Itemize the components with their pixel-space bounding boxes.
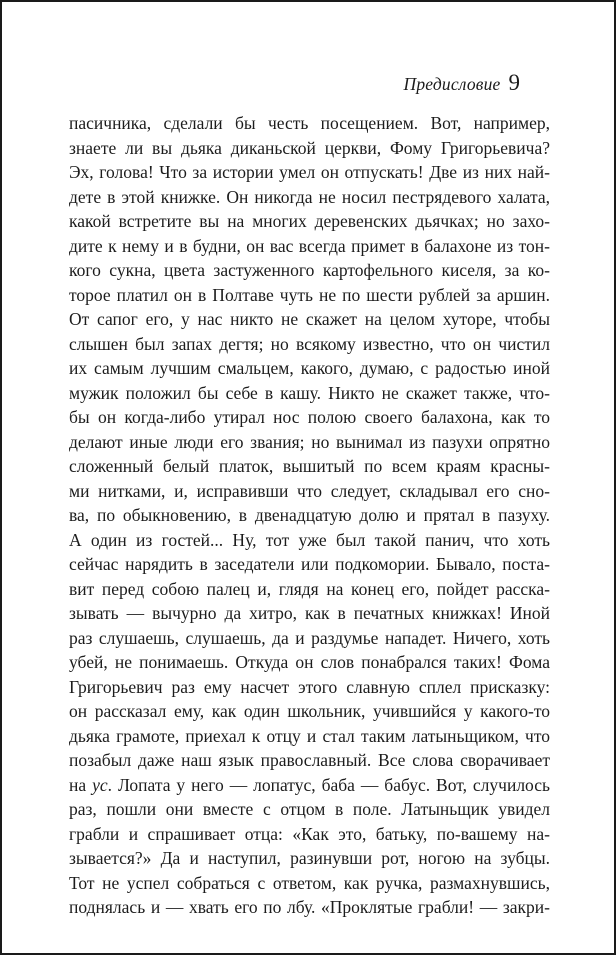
text-line: От сапог его, у нас никто не скажет на целом хуторе, чтобы — [69, 309, 550, 329]
text-line: дите к нему и в будни, он вас всегда примет в балахоне из тон- — [69, 235, 550, 256]
text-line: дьяка грамоте, приехал к отцу и стал таким латыньщиком, что — [69, 725, 550, 746]
text-line: вит перед собою палец и, глядя на конец его, пойдет расска- — [69, 578, 550, 599]
text-line: поднялась и — хвать его по лбу. «Проклятые грабли! — закри- — [69, 897, 550, 917]
running-header — [404, 70, 521, 96]
chapter-title: Предисловие — [403, 74, 501, 94]
text-line: грабли и спрашивает отца: «Как это, батьку, по-вашему на- — [69, 823, 550, 844]
text-line: дете в этой книжке. Он никогда не носил пестрядевого халата, — [69, 186, 550, 207]
text-line: Тот не успел собраться с ответом, как ручка, размахнувшись, — [69, 872, 550, 893]
text-line: убей, не понимаешь. Откуда он слов понабрался таких! Фома — [69, 652, 550, 672]
text-line: Григорьевич раз ему насчет этого славную сплел присказку: — [69, 676, 550, 697]
text-line: делают иные люди его звания; но вынимал из пазухи опрятно — [69, 431, 550, 452]
text-line: позабыл даже наш язык православный. Все слова сворачивает — [69, 750, 550, 770]
text-segment: . Лопата у него — лопатус, баба — бабус. Вот, случилось — [107, 774, 550, 795]
text-line: торое платил он в Полтаве чуть не по шести рублей за аршин. — [69, 284, 550, 305]
text-line: бы он когда-либо утирал нос полою своего балахона, как то — [69, 407, 550, 427]
text-line: Эх, голова! Что за истории умел он отпускать! Две из них най- — [69, 162, 550, 182]
text-segment: на — [69, 774, 93, 795]
text-line: он рассказал ему, как один школьник, учившийся у какого-то — [69, 701, 550, 721]
italic-word: ус — [92, 774, 108, 795]
text-line: раз, пошли они вместе с отцом в поле. Латыньщик увидел — [69, 799, 550, 819]
text-line-with-italic — [69, 773, 550, 798]
text-line: ми нитками, и, исправивши что следует, складывал его сно- — [69, 480, 550, 501]
text-line: зывать — вычурно да хитро, как в печатных книжках! Иной — [69, 603, 550, 623]
text-line: слышен был запах дегтя; но всякому известно, что он чистил — [69, 333, 550, 354]
text-line: знаете ли вы дьяка диканьской церкви, Фому Григорьевича? — [69, 137, 550, 158]
text-line: мужик положил бы себе в кашу. Никто не скажет также, что- — [69, 382, 550, 403]
text-line: их самым лучшим смальцем, какого, думаю, с радостью иной — [69, 358, 550, 378]
body-paragraph — [69, 111, 550, 920]
text-line: зывается?» Да и наступил, разинувши рот, ногою на зубцы. — [69, 848, 550, 868]
text-line: пасичника, сделали бы честь посещением. Вот, например, — [69, 113, 550, 133]
text-line: сейчас нарядить в заседатели или подкомории. Бывало, поста- — [69, 554, 550, 574]
text-line: какой встретите вы на многих деревенских дьячках; но захо- — [69, 211, 550, 231]
text-line: раз слушаешь, слушаешь, да и раздумье нападет. Ничего, хоть — [69, 627, 550, 648]
text-line: А один из гостей... Ну, тот уже был такой панич, что хоть — [69, 529, 550, 550]
text-line: ва, по обыкновению, в двенадцатую долю и прятал в пазуху. — [69, 505, 550, 525]
text-line: кого сукна, цвета застуженного картофельного киселя, за ко- — [69, 260, 550, 280]
page-number: 9 — [508, 70, 520, 95]
text-line: сложенный белый платок, вышитый по всем краям красны- — [69, 456, 550, 476]
